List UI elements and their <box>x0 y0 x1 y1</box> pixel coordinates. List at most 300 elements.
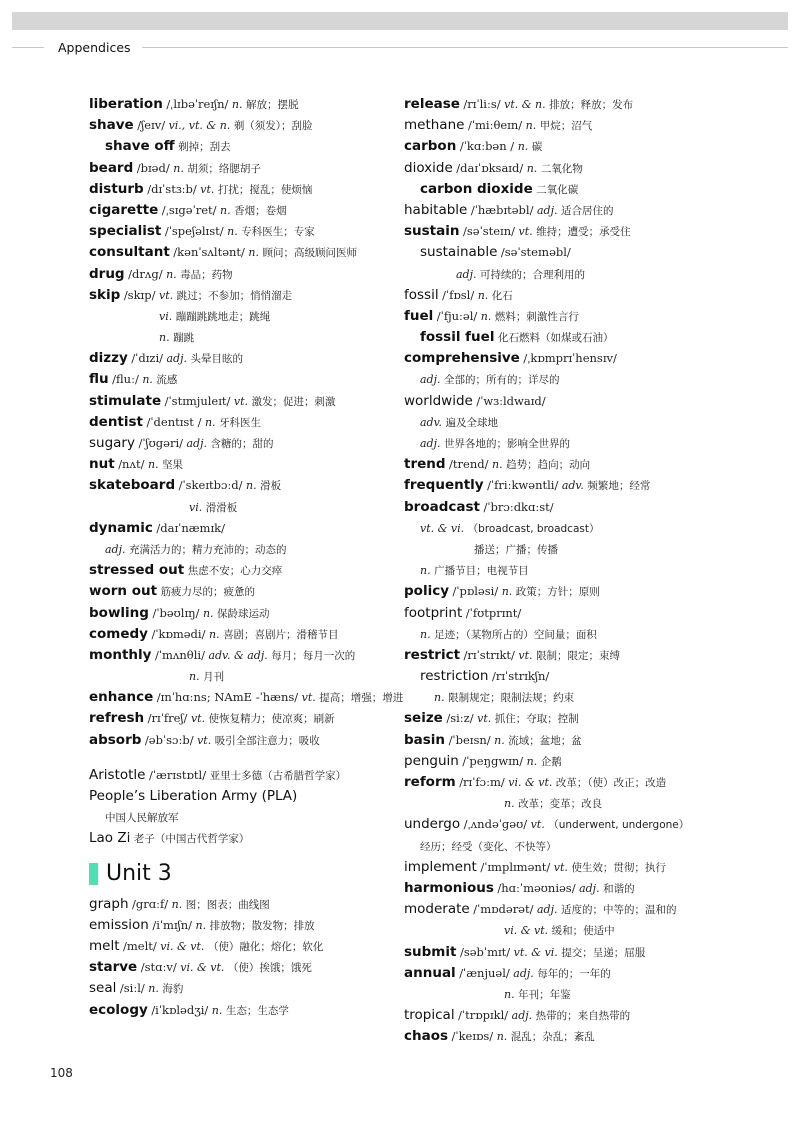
part-of-speech: n. <box>208 627 220 641</box>
definition: 海豹 <box>162 983 184 996</box>
headword: beard <box>89 159 134 176</box>
definition: 经历；经受（变化、不快等） <box>420 840 557 853</box>
phonetic: /ˌkɒmprɪˈhensɪv/ <box>523 351 617 366</box>
headword: specialist <box>89 223 162 240</box>
page-number: 108 <box>50 1066 73 1080</box>
part-of-speech: n. <box>496 1030 508 1044</box>
headword: People’s Liberation Army (PLA) <box>89 788 298 804</box>
headword: dentist <box>89 413 143 430</box>
definition: 企鹅 <box>540 755 562 768</box>
vocab-entry <box>404 963 704 984</box>
vocab-entry <box>404 179 704 200</box>
part-of-speech: n. <box>195 918 207 932</box>
vocab-entry <box>404 285 704 306</box>
headword: dynamic <box>89 519 153 536</box>
definition: 化石 <box>491 289 513 302</box>
header-rule-left <box>12 47 44 48</box>
part-of-speech: n. <box>504 987 515 1001</box>
definition: 流域；盆地；盆 <box>508 734 582 747</box>
vocab-entry <box>404 920 704 941</box>
phonetic: /ˈmʌnθli/ <box>154 647 205 662</box>
phonetic: /ˈmiːθeɪn/ <box>467 118 523 133</box>
definition: 二氧化碳 <box>536 183 579 196</box>
definition: 剃掉；刮去 <box>178 141 231 154</box>
vocab-entry <box>89 348 389 369</box>
headword: implement <box>404 858 477 875</box>
vocab-entry <box>404 200 704 221</box>
part-of-speech: n. <box>189 670 200 684</box>
definition: 生态；生态学 <box>225 1004 289 1017</box>
phonetic: /ˈkɑːbən / <box>459 139 515 154</box>
vocab-entry <box>404 1026 704 1047</box>
definition: 提高；增强；增进 <box>319 692 404 705</box>
headword: cigarette <box>89 201 159 218</box>
part-of-speech: n. <box>420 564 431 578</box>
part-of-speech: n. <box>501 585 513 599</box>
vocab-entry <box>89 327 389 348</box>
vocab-entry <box>404 518 704 539</box>
definition: 适度的；中等的；温和的 <box>561 904 677 917</box>
top-banner <box>12 12 788 30</box>
part-of-speech: adj. <box>186 437 208 450</box>
definition: 排放物；散发物；排放 <box>209 919 315 932</box>
phonetic: /ˈɪmplɪmənt/ <box>480 859 551 874</box>
part-of-speech: n. <box>227 225 238 239</box>
definition: 政策；方针；原则 <box>515 586 600 599</box>
headword: release <box>404 96 460 112</box>
definition: 碳 <box>531 141 543 154</box>
headword: carbon <box>404 138 457 155</box>
vocab-entry <box>89 369 389 390</box>
definition: 抓住；夺取；控制 <box>494 713 579 726</box>
part-of-speech: n. <box>171 897 183 911</box>
headword: fuel <box>404 307 434 324</box>
phonetic: /iˈmɪʃn/ <box>152 917 193 932</box>
vocab-entry <box>404 793 704 814</box>
definition: 广播节目；电视节目 <box>434 565 529 578</box>
headword: policy <box>404 583 449 600</box>
vocab-entry <box>89 264 389 285</box>
vocab-entry <box>404 687 704 708</box>
phonetic: /ˈbeɪsn/ <box>448 732 491 747</box>
phonetic: /trend/ <box>449 457 489 472</box>
vocab-entry <box>404 666 704 687</box>
definition: 改革；变革；改良 <box>518 798 603 811</box>
definition: 限制；限定；束缚 <box>536 649 621 662</box>
part-of-speech: n. <box>504 797 515 811</box>
definition: 头晕目眩的 <box>190 353 244 366</box>
vocab-entry <box>404 497 704 518</box>
definition: 频繁地；经常 <box>587 480 651 493</box>
headword: starve <box>89 959 138 976</box>
vocab-entry <box>404 539 704 560</box>
vocab-entry <box>89 828 389 849</box>
headword: absorb <box>89 731 142 748</box>
phonetic: /ˈfjuːəl/ <box>436 308 478 323</box>
definition: 缓和；使适中 <box>551 925 615 938</box>
phonetic: /stɑːv/ <box>140 960 177 975</box>
definition: 每月；每月一次的 <box>271 649 356 662</box>
vocab-column-left <box>89 94 404 1021</box>
vocab-entry <box>404 221 704 242</box>
phonetic: /rɪˈliːs/ <box>463 97 501 111</box>
headword: Lao Zi <box>89 830 131 847</box>
part-of-speech: adj. <box>456 267 477 281</box>
vocab-entry <box>404 751 704 772</box>
part-of-speech: n. <box>525 119 537 133</box>
part-of-speech: adj. <box>166 352 188 366</box>
definition: 吸引全部注意力；吸收 <box>214 734 320 747</box>
part-of-speech: n. <box>142 373 153 387</box>
phonetic: /ˈbrɔːdkɑːst/ <box>483 499 554 514</box>
phonetic: /ˈfɒsl/ <box>442 287 475 302</box>
definition: 热带的；来自热带的 <box>535 1010 631 1023</box>
headword: consultant <box>89 244 170 261</box>
phonetic: /rɪˈstrɪkʃn/ <box>491 669 550 684</box>
vocab-entry <box>89 497 389 518</box>
part-of-speech: adv. <box>420 415 443 429</box>
headword: worldwide <box>404 392 473 409</box>
headword: stimulate <box>89 392 162 409</box>
definition: 适合居住的 <box>561 204 614 217</box>
part-of-speech: adj. <box>511 1009 533 1023</box>
definition: 顾问；高级顾问医师 <box>262 247 358 260</box>
definition: 牙科医生 <box>219 416 262 429</box>
headword: emission <box>89 916 149 933</box>
headword: shave <box>89 117 134 134</box>
vocab-entry <box>89 179 389 200</box>
headword: nut <box>89 456 115 473</box>
headword: refresh <box>89 710 145 727</box>
vocab-entry <box>89 666 389 687</box>
definition: 改革；（使）改正；改造 <box>555 777 667 789</box>
vocab-entry <box>404 348 704 369</box>
definition: 提交；呈递；屈服 <box>561 946 646 959</box>
definition: 解放；摆脱 <box>246 99 299 111</box>
vocab-entry <box>89 645 389 666</box>
headword: frequently <box>404 477 484 494</box>
headword: skip <box>89 286 121 303</box>
definition: （broadcast, broadcast） <box>467 522 600 535</box>
phonetic: /daɪˈnæmɪk/ <box>156 520 225 535</box>
phonetic: /ˌsɪgəˈret/ <box>161 202 217 217</box>
vocab-entry <box>89 708 389 729</box>
definition: 打扰；搅乱；使烦恼 <box>217 183 313 196</box>
vocab-entry <box>89 391 389 412</box>
phonetic: /ˌʌndəˈgəʊ/ <box>463 817 528 832</box>
vocab-entry <box>89 581 389 602</box>
headword: fossil fuel <box>420 329 495 346</box>
definition: 化石燃料（如煤或石油） <box>497 332 614 345</box>
vocab-entry <box>89 539 389 560</box>
definition: 使生效；贯彻；执行 <box>571 861 666 874</box>
vocab-entry <box>404 899 704 920</box>
vocab-entry <box>404 814 704 835</box>
headword: liberation <box>89 96 163 112</box>
part-of-speech: n. <box>248 246 260 260</box>
phonetic: /əbˈsɔːb/ <box>144 732 194 747</box>
vocab-entry <box>404 115 704 136</box>
part-of-speech: n. <box>159 331 170 345</box>
phonetic: /fluː/ <box>112 372 139 387</box>
definition: 筋疲力尽的；疲惫的 <box>160 586 256 599</box>
headword: ecology <box>89 1001 148 1018</box>
definition: 胡须；络腮胡子 <box>187 162 261 175</box>
vocab-entry <box>89 894 389 915</box>
phonetic: /daɪˈɒksaɪd/ <box>456 160 524 175</box>
headword: melt <box>89 937 120 954</box>
definition: 燃料；刺激性言行 <box>494 310 579 323</box>
part-of-speech: vt. <box>530 818 545 832</box>
part-of-speech: vi. <box>159 309 173 323</box>
definition: 播送；广播；传播 <box>474 543 558 556</box>
definition: 专科医生；专家 <box>241 226 315 239</box>
vocab-entry <box>404 730 704 751</box>
headword: trend <box>404 456 446 473</box>
definition: 蹦蹦跳跳地走；跳绳 <box>175 310 271 323</box>
headword: drug <box>89 265 125 282</box>
vocab-entry <box>89 786 389 807</box>
definition: 可持续的；合理利用的 <box>480 268 586 281</box>
part-of-speech: n. <box>480 309 492 323</box>
phonetic: /ˈænjuəl/ <box>459 965 510 980</box>
part-of-speech: adj. <box>105 542 126 556</box>
headword: sustainable <box>420 244 498 261</box>
definition: 排放；释放；发布 <box>549 99 634 111</box>
headword: seal <box>89 980 117 997</box>
vocab-entry <box>89 475 389 496</box>
headword: broadcast <box>404 498 480 515</box>
phonetic: /ˈpɒləsi/ <box>452 584 499 599</box>
vocab-entry <box>89 200 389 221</box>
part-of-speech: n. <box>173 161 184 175</box>
vocab-entry <box>404 878 704 899</box>
phonetic: /ˈspeʃəlɪst/ <box>164 224 224 239</box>
vocab-entry <box>89 306 389 327</box>
phonetic: /ˈkeɪɒs/ <box>451 1029 494 1044</box>
part-of-speech: vi. & vt. <box>180 961 225 975</box>
phonetic: /bɪəd/ <box>136 160 170 175</box>
definition: （使）挨饿；饿死 <box>227 962 312 975</box>
phonetic: /ˈdɪzi/ <box>131 351 163 366</box>
vocab-entry <box>89 624 389 645</box>
vocab-entry <box>404 454 704 475</box>
unit-marker <box>89 863 98 885</box>
part-of-speech: n. <box>526 754 538 768</box>
vocab-entry <box>404 327 704 348</box>
headword: stressed out <box>89 562 185 579</box>
definition: 每年的；一年的 <box>537 967 611 980</box>
vocab-entry <box>89 94 389 115</box>
phonetic: /ˈstɪmjuleɪt/ <box>164 393 231 408</box>
headword: comedy <box>89 625 148 642</box>
headword: comprehensive <box>404 350 520 367</box>
definition: 剃（须发）；刮脸 <box>233 120 313 133</box>
vocab-entry <box>89 730 389 751</box>
phonetic: /ˈfʊtprɪnt/ <box>465 605 522 620</box>
part-of-speech: vt. & n. <box>504 98 546 111</box>
part-of-speech: vt. <box>233 394 249 408</box>
vocab-entry <box>89 136 389 157</box>
vocab-entry <box>404 708 704 729</box>
definition: 二氧化物 <box>540 162 583 175</box>
part-of-speech: n. <box>494 733 505 747</box>
definition: 激发；促进；刺激 <box>251 395 336 408</box>
vocab-entry <box>404 624 704 645</box>
part-of-speech: vt. <box>518 648 533 662</box>
phonetic: /kənˈsʌltənt/ <box>173 245 245 260</box>
unit-title: Unit 3 <box>106 861 172 887</box>
definition: 和谐的 <box>603 882 635 895</box>
definition: 使恢复精力；使凉爽；刷新 <box>208 713 335 726</box>
part-of-speech: vt. <box>190 712 206 726</box>
phonetic: /drʌg/ <box>128 266 163 281</box>
phonetic: /ˈærɪstɒtl/ <box>148 767 207 782</box>
headword: disturb <box>89 180 144 197</box>
headword: footprint <box>404 604 463 621</box>
definition: 含糖的；甜的 <box>210 438 274 450</box>
vocab-entry <box>404 836 704 857</box>
phonetic: /ˌlɪbəˈreɪʃn/ <box>166 97 229 111</box>
headword: harmonious <box>404 879 494 896</box>
headword: basin <box>404 731 446 748</box>
definition: 亚里士多德（古希腊哲学家） <box>209 769 347 782</box>
definition: 中国人民解放军 <box>105 812 179 825</box>
phonetic: /ˈʃʊgəri/ <box>138 436 183 450</box>
vocab-entry <box>404 772 704 793</box>
phonetic: /ˈpeŋgwɪn/ <box>462 753 524 768</box>
headword: reform <box>404 774 456 790</box>
phonetic: /ˈwɜːldwaɪd/ <box>476 393 546 408</box>
part-of-speech: n. <box>220 203 231 217</box>
headword: seize <box>404 710 443 727</box>
phonetic: /səbˈmɪt/ <box>459 944 511 959</box>
vocab-entry <box>89 518 389 539</box>
phonetic: /ˈdentɪst / <box>146 414 202 429</box>
vocab-entry <box>89 978 389 999</box>
definition: 流感 <box>156 374 178 387</box>
phonetic: /səˈsteɪn/ <box>462 224 516 239</box>
part-of-speech: n. <box>211 1003 223 1017</box>
section-title: Appendices <box>58 40 131 55</box>
headword: monthly <box>89 646 152 663</box>
part-of-speech: n. <box>434 691 445 705</box>
vocab-entry <box>404 560 704 581</box>
phonetic: /ˈtrɒpɪkl/ <box>458 1008 509 1023</box>
headword: skateboard <box>89 477 176 494</box>
vocab-entry <box>404 369 704 390</box>
part-of-speech: vt. <box>518 225 533 239</box>
phonetic: /rɪˈfɔːm/ <box>459 775 505 789</box>
part-of-speech: adv. & adj. <box>208 648 268 662</box>
headword: fossil <box>404 286 439 303</box>
part-of-speech: vt. <box>477 712 492 726</box>
vocab-entry <box>89 915 389 936</box>
headword: tropical <box>404 1007 455 1024</box>
phonetic: /rɪˈstrɪkt/ <box>463 647 515 662</box>
part-of-speech: n. <box>477 288 489 302</box>
headword: moderate <box>404 901 470 918</box>
part-of-speech: vt. <box>301 691 316 705</box>
vocab-entry <box>404 581 704 602</box>
headword: dizzy <box>89 350 128 367</box>
definition: 蹦跳 <box>173 332 195 345</box>
phonetic: /siːl/ <box>119 981 145 996</box>
headword: enhance <box>89 689 154 706</box>
part-of-speech: n. <box>148 982 159 996</box>
definition: 喜剧；喜剧片；滑稽节目 <box>223 628 339 641</box>
vocab-entry <box>89 957 389 978</box>
phonetic: /səˈsteɪnəbl/ <box>500 245 571 260</box>
phonetic: /ˈskeɪtbɔːd/ <box>178 478 243 493</box>
vocab-column-right <box>404 94 704 1047</box>
phonetic: /melt/ <box>123 938 157 953</box>
definition: 全部的；所有的；详尽的 <box>444 374 560 387</box>
definition: 混乱；杂乱；紊乱 <box>510 1031 595 1044</box>
vocab-entry <box>404 857 704 878</box>
headword: worn out <box>89 583 158 600</box>
definition: 甲烷；沼气 <box>539 120 593 133</box>
vocab-entry <box>89 433 389 454</box>
definition: 充满活力的；精力充沛的；动态的 <box>129 543 287 556</box>
vocab-entry <box>89 1000 389 1021</box>
definition: 维持；遭受；承受住 <box>536 226 631 239</box>
phonetic: /nʌt/ <box>118 457 145 472</box>
phonetic: /ˈhæbɪtəbl/ <box>470 202 534 217</box>
part-of-speech: n. <box>492 458 503 472</box>
part-of-speech: vt. <box>158 288 174 302</box>
definition: 滑滑板 <box>205 501 238 514</box>
vocab-entry <box>89 221 389 242</box>
part-of-speech: adj. <box>513 966 534 980</box>
part-of-speech: vt. & vi. <box>420 521 465 535</box>
headword: graph <box>89 895 129 912</box>
headword: flu <box>89 371 109 388</box>
part-of-speech: vt. & vi. <box>513 945 558 959</box>
part-of-speech: n. <box>147 458 159 472</box>
headword: shave off <box>105 138 175 155</box>
headword: annual <box>404 964 456 981</box>
definition: （underwent, undergone） <box>548 819 690 832</box>
section-gap <box>89 751 389 765</box>
part-of-speech: vi. & vt. <box>160 939 205 953</box>
part-of-speech: adj. <box>420 373 441 387</box>
part-of-speech: n. <box>420 627 431 641</box>
definition: 遍及全球地 <box>445 416 499 429</box>
definition: 世界各地的；影响全世界的 <box>444 438 571 450</box>
definition: 毒品；药物 <box>180 268 233 281</box>
headword: dioxide <box>404 159 453 176</box>
phonetic: /ɪnˈhɑːns; NAmE -ˈhæns/ <box>156 690 299 705</box>
part-of-speech: vi., vt. & n. <box>168 119 231 133</box>
part-of-speech: adj. <box>536 203 558 217</box>
definition: 年刊；年鉴 <box>518 988 571 1001</box>
vocab-entry <box>89 454 389 475</box>
definition: 足迹；（某物所占的）空间量；面积 <box>434 628 597 641</box>
phonetic: /ˈkɒmədi/ <box>151 626 206 641</box>
vocab-entry <box>404 984 704 1005</box>
definition: 月刊 <box>203 671 225 684</box>
part-of-speech: n. <box>231 98 243 111</box>
headword: undergo <box>404 816 461 833</box>
vocab-entry <box>404 603 704 624</box>
unit-heading <box>89 854 389 894</box>
phonetic: /rɪˈfreʃ/ <box>147 711 188 726</box>
part-of-speech: n. <box>517 140 529 154</box>
headword: bowling <box>89 604 149 621</box>
definition: （使）融化；熔化；软化 <box>207 940 324 953</box>
headword: habitable <box>404 201 468 218</box>
